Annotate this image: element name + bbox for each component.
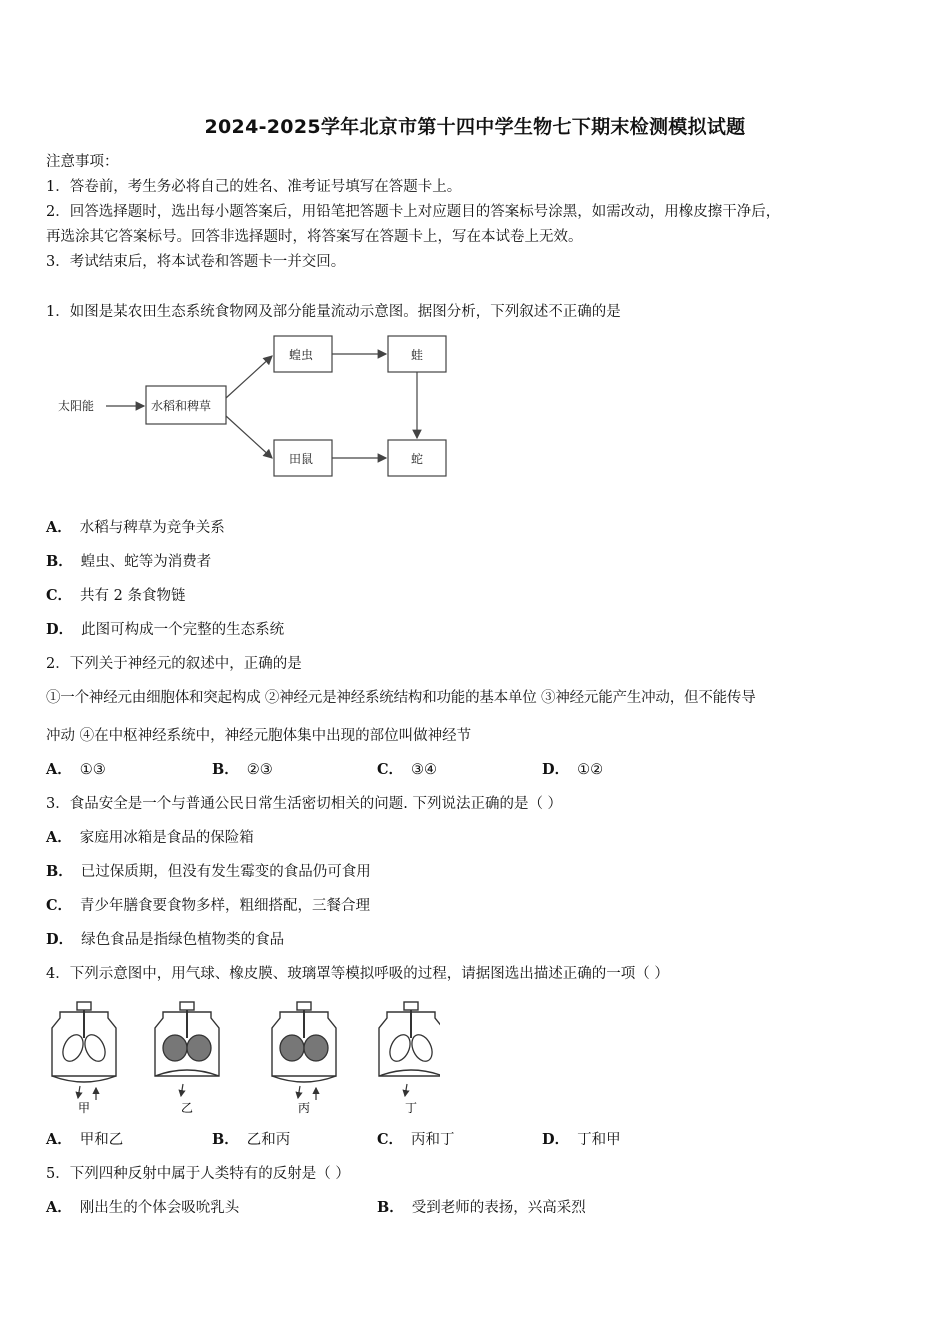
q3-option-c[interactable] xyxy=(46,896,370,916)
option-letter: D． xyxy=(46,621,74,638)
arrow-producer-to-locust xyxy=(226,356,272,398)
option-letter: A． xyxy=(46,829,72,846)
option-letter: B． xyxy=(212,1131,239,1148)
jar-label: 乙 xyxy=(181,1101,194,1115)
q5-option-b[interactable] xyxy=(377,1198,586,1218)
option-letter: C． xyxy=(46,897,73,914)
breathing-model-figures xyxy=(40,998,440,1116)
option-letter: A． xyxy=(46,1199,72,1216)
question-4-stem: 4．下列示意图中，用气球、橡皮膜、玻璃罩等模拟呼吸的过程，请据图选出描述正确的一项（ ） xyxy=(46,966,669,982)
option-text: 共有 2 条食物链 xyxy=(80,588,186,604)
option-letter: A． xyxy=(46,519,72,536)
option-letter: B． xyxy=(212,761,239,778)
option-text: 丁和甲 xyxy=(577,1132,621,1148)
option-text: 受到老师的表扬，兴高采烈 xyxy=(411,1200,586,1216)
q3-option-d[interactable] xyxy=(46,930,284,950)
q4-option-d[interactable] xyxy=(542,1130,621,1150)
snake-label: 蛇 xyxy=(411,452,424,466)
q4-option-b[interactable] xyxy=(212,1130,290,1150)
food-web-diagram xyxy=(50,328,460,488)
q1-option-c[interactable] xyxy=(46,586,186,606)
producer-label: 水稻和稗草 xyxy=(151,399,212,413)
option-text: ①③ xyxy=(79,762,106,778)
notice-item: 1．答卷前，考生务必将自己的姓名、准考证号填写在答题卡上。 xyxy=(46,179,462,195)
q2-option-c[interactable] xyxy=(377,760,437,780)
option-letter: D． xyxy=(542,1131,570,1148)
jar-label: 丙 xyxy=(298,1101,311,1115)
option-letter: B． xyxy=(377,1199,404,1216)
option-text: 乙和丙 xyxy=(246,1132,291,1148)
q2-option-a[interactable] xyxy=(46,760,106,780)
option-letter: B． xyxy=(46,863,73,880)
option-text: 绿色食品是指绿色植物类的食品 xyxy=(81,932,285,948)
q2-option-d[interactable] xyxy=(542,760,603,780)
q4-option-a[interactable] xyxy=(46,1130,123,1150)
jar-figure-jia xyxy=(52,1002,116,1115)
jar-label: 甲 xyxy=(78,1101,91,1115)
frog-label: 蛙 xyxy=(411,348,424,362)
question-1-stem: 1．如图是某农田生态系统食物网及部分能量流动示意图。据图分析，下列叙述不正确的是 xyxy=(46,304,621,320)
vole-label: 田鼠 xyxy=(289,452,314,466)
sun-energy-label: 太阳能 xyxy=(58,399,95,413)
option-letter: A． xyxy=(46,1131,72,1148)
option-text: 水稻与稗草为竞争关系 xyxy=(79,520,225,536)
option-text: 此图可构成一个完整的生态系统 xyxy=(81,622,285,638)
q3-option-b[interactable] xyxy=(46,862,371,882)
option-text: ①② xyxy=(577,762,604,778)
option-letter: D． xyxy=(542,761,570,778)
option-text: 丙和丁 xyxy=(411,1132,455,1148)
option-text: 刚出生的个体会吸吮乳头 xyxy=(79,1200,240,1216)
question-3-stem: 3．食品安全是一个与普通公民日常生活密切相关的问题. 下列说法正确的是（ ） xyxy=(46,796,563,812)
question-2-statements-line-1: ①一个神经元由细胞体和突起构成 ②神经元是神经系统结构和功能的基本单位 ③神经元能产生冲动，但不能传导 xyxy=(46,690,756,706)
jar-figure-yi xyxy=(155,1002,219,1115)
option-text: 蝗虫、蛇等为消费者 xyxy=(80,554,212,570)
q3-option-a[interactable] xyxy=(46,828,254,848)
q5-option-a[interactable] xyxy=(46,1198,239,1218)
jar-figure-ding xyxy=(379,1002,440,1115)
option-text: 已过保质期，但没有发生霉变的食品仍可食用 xyxy=(80,864,371,880)
option-letter: D． xyxy=(46,931,74,948)
q4-option-c[interactable] xyxy=(377,1130,455,1150)
option-text: ③④ xyxy=(411,762,438,778)
question-2-statements-line-2: 冲动 ④在中枢神经系统中，神经元胞体集中出现的部位叫做神经节 xyxy=(46,728,472,744)
q1-option-b[interactable] xyxy=(46,552,211,572)
q2-option-b[interactable] xyxy=(212,760,273,780)
question-2-stem: 2．下列关于神经元的叙述中，正确的是 xyxy=(46,656,302,672)
arrow-producer-to-vole xyxy=(226,416,272,458)
option-text: 甲和乙 xyxy=(79,1132,124,1148)
option-letter: A． xyxy=(46,761,72,778)
option-text: 青少年膳食要食物多样，粗细搭配，三餐合理 xyxy=(80,898,371,914)
q1-option-d[interactable] xyxy=(46,620,284,640)
question-5-stem: 5．下列四种反射中属于人类特有的反射是（ ） xyxy=(46,1166,350,1182)
locust-label: 蝗虫 xyxy=(289,348,314,362)
option-letter: C． xyxy=(377,761,404,778)
option-letter: B． xyxy=(46,553,73,570)
jar-label: 丁 xyxy=(405,1101,418,1115)
notice-item: 再选涂其它答案标号。回答非选择题时，将答案写在答题卡上，写在本试卷上无效。 xyxy=(46,229,583,245)
option-text: ②③ xyxy=(246,762,273,778)
option-letter: C． xyxy=(377,1131,404,1148)
notice-item: 2．回答选择题时，选出每小题答案后，用铅笔把答题卡上对应题目的答案标号涂黑，如需改动，用橡皮擦干净后， xyxy=(46,204,781,220)
q1-option-a[interactable] xyxy=(46,518,225,538)
jar-figure-bing xyxy=(272,1002,336,1115)
notice-heading: 注意事项： xyxy=(46,154,119,170)
page-title: 2024-2025学年北京市第十四中学生物七下期末检测模拟试题 xyxy=(204,116,746,138)
option-letter: C． xyxy=(46,587,73,604)
option-text: 家庭用冰箱是食品的保险箱 xyxy=(79,830,254,846)
notice-item: 3．考试结束后，将本试卷和答题卡一并交回。 xyxy=(46,254,346,270)
